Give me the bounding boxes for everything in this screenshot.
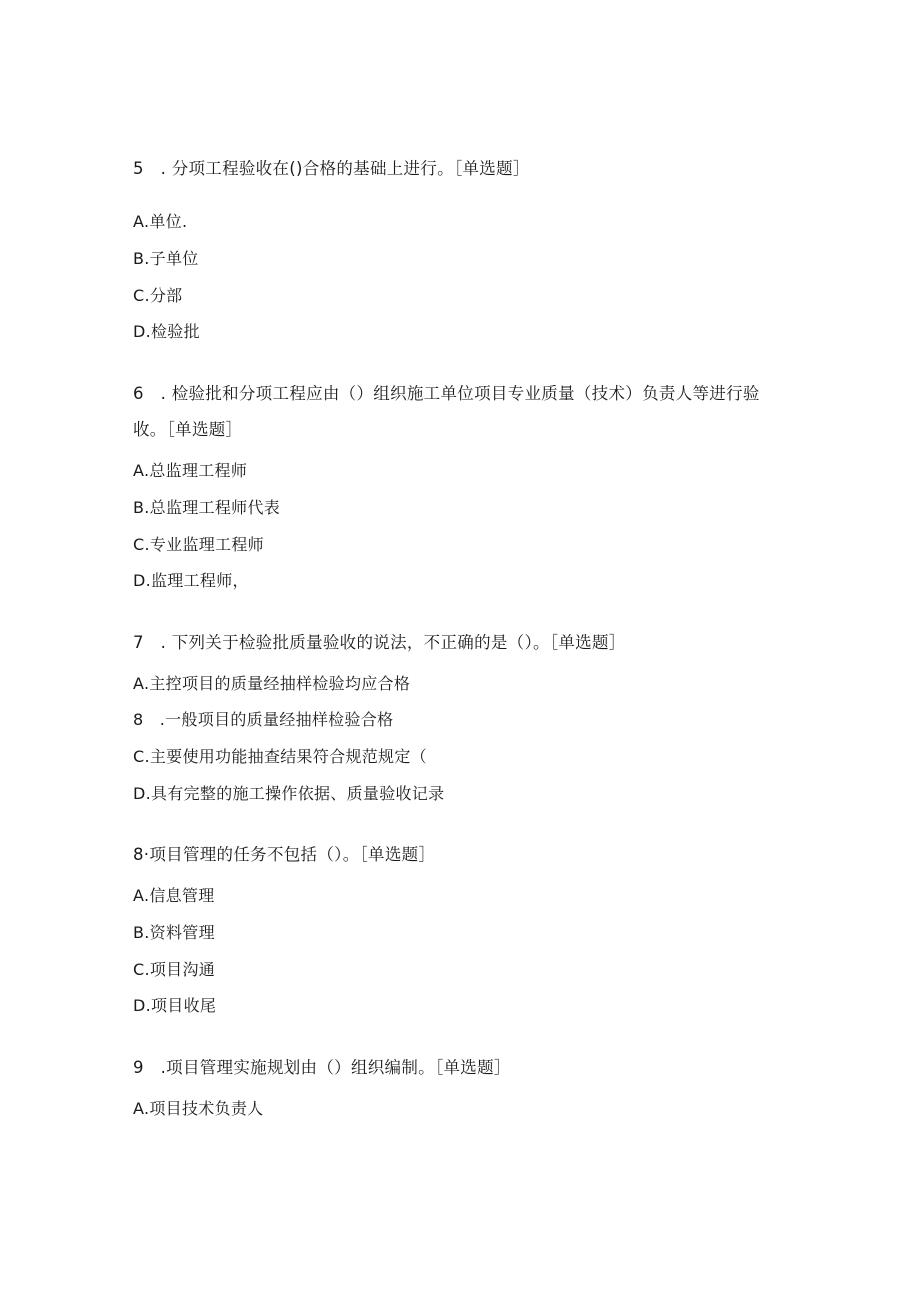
question-6-stem-line2: 收。［单选题］ (133, 420, 243, 439)
question-6-option-d: D.监理工程师， (133, 571, 249, 590)
question-8-option-a: A.信息管理 (133, 886, 215, 905)
question-9-option-a: A.项目技术负责人 (133, 1099, 264, 1118)
question-6-option-b: B.总监理工程师代表 (133, 498, 281, 517)
question-7-option-d: D.具有完整的施工操作依据、质量验收记录 (133, 784, 445, 803)
question-8-option-c: C.项目沟通 (133, 960, 216, 979)
question-8-option-d: D.项目收尾 (133, 996, 217, 1015)
question-7-option-c: C.主要使用功能抽查结果符合规范规定（ (133, 747, 427, 766)
question-6-option-a: A.总监理工程师 (133, 461, 248, 480)
question-5-stem: 5 . 分项工程验收在()合格的基础上进行。［单选题］ (133, 159, 530, 178)
question-7-stem: 7 . 下列关于检验批质量验收的说法，不正确的是（）。［单选题］ (133, 633, 626, 652)
question-6-option-c: C.专业监理工程师 (133, 535, 264, 554)
question-8-option-b: B.资料管理 (133, 923, 215, 942)
question-5-option-c: C.分部 (133, 286, 183, 305)
question-7-option-b: 8 .一般项目的质量经抽样检验合格 (133, 710, 394, 729)
question-7-option-a: A.主控项目的质量经抽样检验均应合格 (133, 674, 411, 693)
question-5-option-d: D.检验批 (133, 322, 200, 341)
question-9-stem: 9 .项目管理实施规划由（）组织编制。［单选题］ (133, 1058, 511, 1077)
question-5-option-a: A.单位. (133, 212, 188, 231)
question-5-option-b: B.子单位 (133, 249, 199, 268)
question-6-stem-line1: 6 . 检验批和分项工程应由（）组织施工单位项目专业质量（技术）负责人等进行验 (133, 384, 760, 403)
question-8-stem: 8·项目管理的任务不包括（）。［单选题］ (133, 845, 436, 864)
